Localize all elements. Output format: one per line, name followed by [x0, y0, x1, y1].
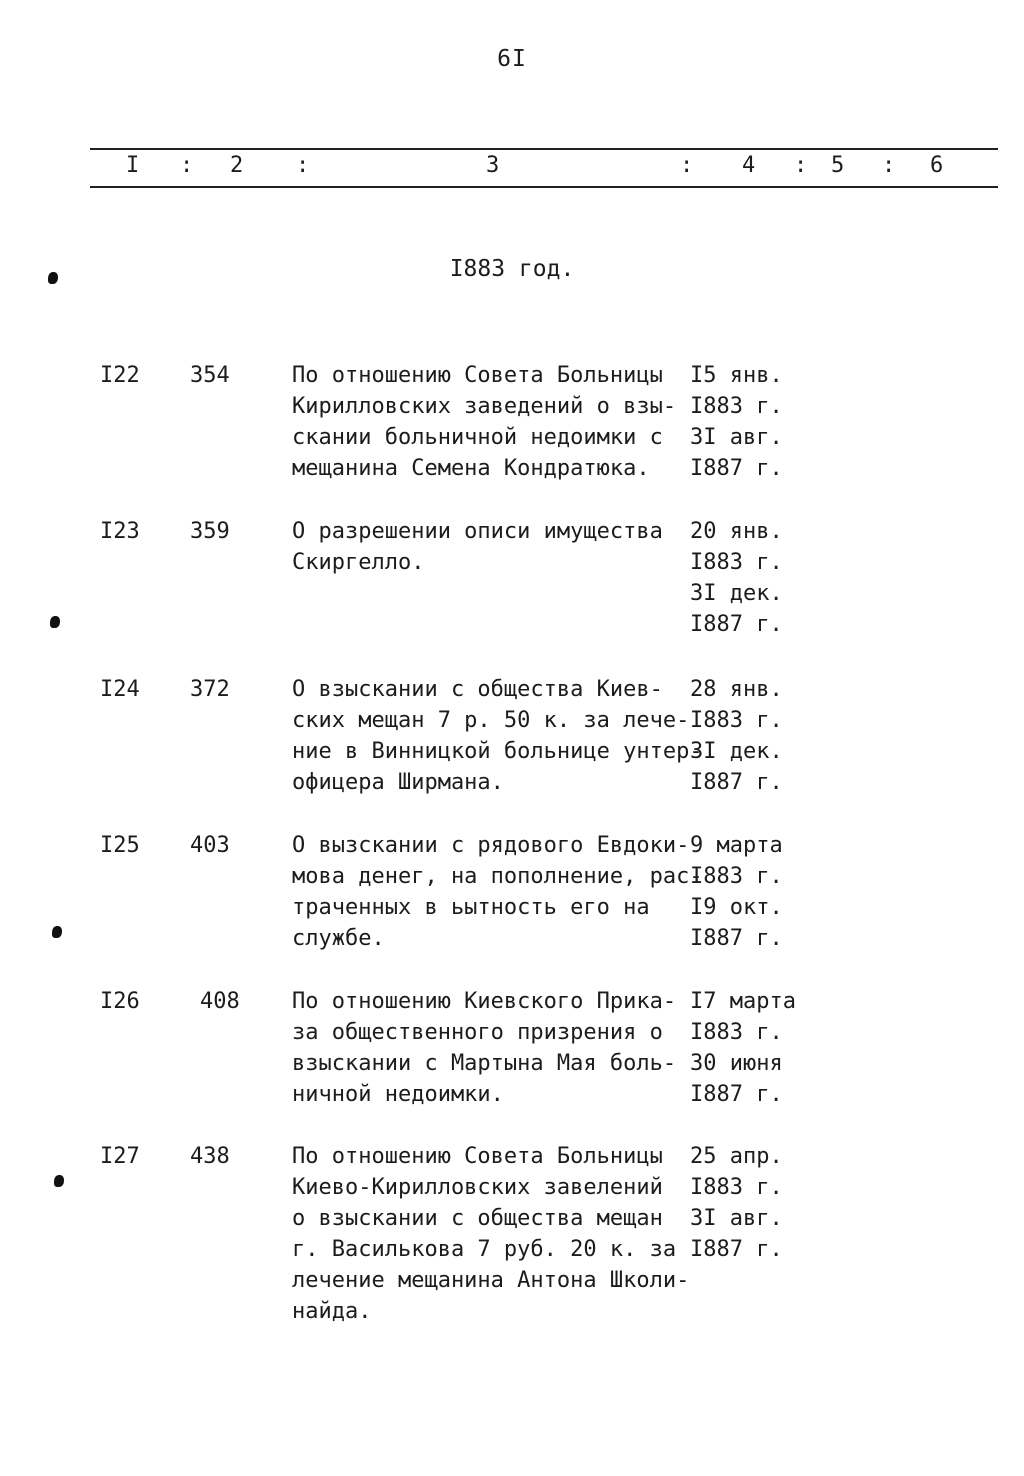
entry-reference: 408 [200, 989, 240, 1014]
date-start-year: I883 г. [690, 1175, 783, 1200]
description-line: скании больничной недоимки с [292, 425, 663, 450]
description-line: г. Василькова 7 руб. 20 к. за [292, 1237, 677, 1262]
description-line: мещанина Семена Кондратюка. [292, 456, 650, 481]
description-line: О вызскании с рядового Евдоки- [292, 833, 690, 858]
date-end-year: I887 г. [690, 1082, 783, 1107]
description-line: Кирилловских заведений о взы- [292, 394, 677, 419]
page-number: 6I [497, 46, 527, 72]
date-start-year: I883 г. [690, 708, 783, 733]
binding-hole-mark [48, 272, 58, 284]
date-end: 3I дек. [690, 739, 783, 764]
date-end: 3I авг. [690, 1206, 783, 1231]
year-heading: I883 год. [449, 256, 575, 282]
entry-reference: 359 [190, 519, 230, 544]
header-bottom-rule [90, 186, 998, 188]
description-line: за общественного призрения о [292, 1020, 663, 1045]
entry-dates [690, 986, 810, 1110]
entry-number: I22 [100, 363, 140, 388]
entry-number: I25 [100, 833, 140, 858]
date-end: I9 окт. [690, 895, 783, 920]
column-header-2: 2 [230, 153, 244, 178]
column-header-1: I [126, 153, 140, 178]
binding-hole-mark [54, 1175, 64, 1187]
column-separator: : [296, 153, 310, 178]
entry-dates [690, 674, 810, 798]
entry-description [292, 830, 703, 954]
date-start: 20 янв. [690, 519, 783, 544]
header-top-rule [90, 148, 998, 150]
entry-reference: 354 [190, 363, 230, 388]
entry-description [292, 674, 703, 798]
column-header-5: 5 [831, 153, 845, 178]
description-line: Скиргелло. [292, 550, 425, 575]
description-line: По отношению Совета Больницы [292, 363, 663, 388]
entry-description [292, 516, 684, 578]
description-line: мова денег, на пополнение, рас- [292, 864, 703, 889]
entry-dates [690, 830, 810, 954]
description-line: О взыскании с общества Киев- [292, 677, 663, 702]
column-header-3: 3 [486, 153, 500, 178]
description-line: о взыскании с общества мещан [292, 1206, 663, 1231]
column-header-4: 4 [742, 153, 756, 178]
entry-reference: 372 [190, 677, 230, 702]
entry-number: I24 [100, 677, 140, 702]
column-separator: : [882, 153, 896, 178]
entry-description [292, 360, 684, 484]
date-end: 30 июня [690, 1051, 783, 1076]
entry-description [292, 1141, 690, 1327]
column-header [0, 153, 1024, 181]
column-separator: : [680, 153, 694, 178]
column-separator: : [180, 153, 194, 178]
date-end-year: I887 г. [690, 770, 783, 795]
date-end: 3I дек. [690, 581, 783, 606]
date-start: 9 марта [690, 833, 783, 858]
binding-hole-mark [52, 926, 62, 938]
date-end-year: I887 г. [690, 456, 783, 481]
entry-reference: 403 [190, 833, 230, 858]
entry-reference: 438 [190, 1144, 230, 1169]
description-line: По отношению Совета Больницы [292, 1144, 663, 1169]
date-start-year: I883 г. [690, 864, 783, 889]
date-end-year: I887 г. [690, 1237, 783, 1262]
entry-description [292, 986, 684, 1110]
date-start: 25 апр. [690, 1144, 783, 1169]
date-end-year: I887 г. [690, 926, 783, 951]
description-line: Киево-Кирилловских завелений [292, 1175, 663, 1200]
description-line: офицера Ширмана. [292, 770, 504, 795]
description-line: ских мещан 7 р. 50 к. за лече- [292, 708, 690, 733]
binding-hole-mark [50, 616, 60, 628]
entry-dates [690, 516, 810, 640]
entry-number: I23 [100, 519, 140, 544]
description-line: взыскании с Мартына Мая боль- [292, 1051, 677, 1076]
entry-number: I26 [100, 989, 140, 1014]
entry-dates [690, 360, 810, 484]
entry-number: I27 [100, 1144, 140, 1169]
description-line: траченных в ьытность его на [292, 895, 650, 920]
date-start-year: I883 г. [690, 394, 783, 419]
description-line: службе. [292, 926, 385, 951]
date-end: 3I авг. [690, 425, 783, 450]
date-start: I7 марта [690, 989, 796, 1014]
date-start-year: I883 г. [690, 550, 783, 575]
description-line: По отношению Киевского Прика- [292, 989, 677, 1014]
column-header-6: 6 [930, 153, 944, 178]
date-start-year: I883 г. [690, 1020, 783, 1045]
description-line: лечение мещанина Антона Школи- [292, 1268, 690, 1293]
description-line: О разрешении описи имущества [292, 519, 663, 544]
date-start: 28 янв. [690, 677, 783, 702]
entry-dates [690, 1141, 810, 1265]
column-separator: : [794, 153, 808, 178]
description-line: найда. [292, 1299, 372, 1324]
description-line: ние в Винницкой больнице унтер- [292, 739, 703, 764]
description-line: ничной недоимки. [292, 1082, 504, 1107]
date-start: I5 янв. [690, 363, 783, 388]
date-end-year: I887 г. [690, 612, 783, 637]
